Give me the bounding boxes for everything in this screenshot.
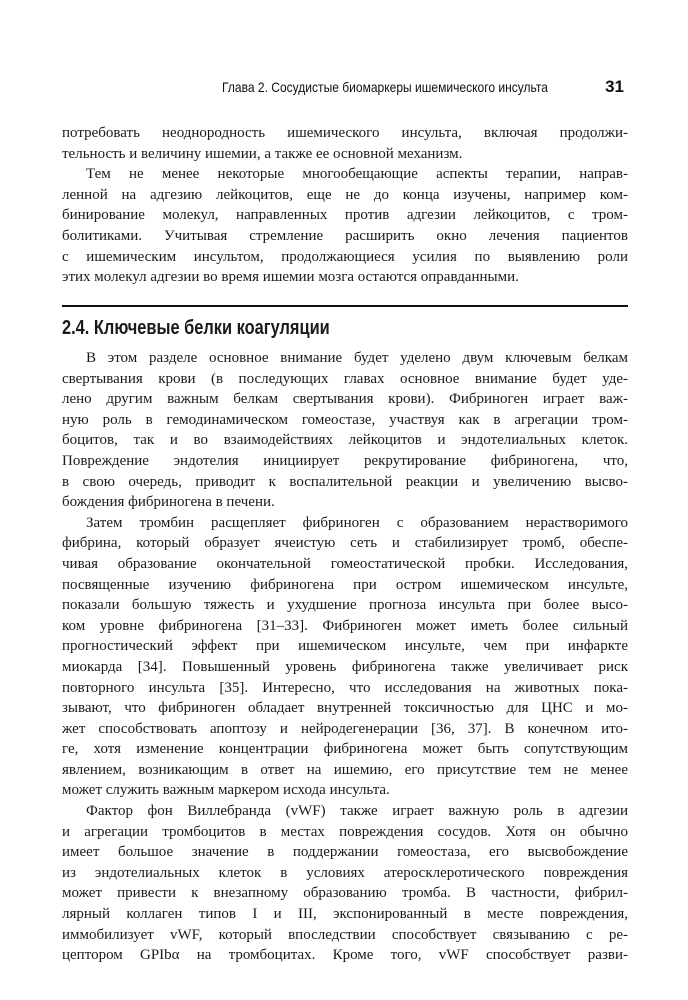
text-line: свертывания крови (в последующих главах основное внимание будет уде- — [62, 370, 628, 387]
text-line: фибрина, который образует ячеистую сеть и стабилизирует тромб, обеспе- — [62, 535, 628, 552]
text-line: ную роль в гемодинамическом гомеостазе, участвуя как в агрегации тром- — [62, 411, 628, 428]
text-line: с ишемическим инсультом, продолжающиеся усилия по выявлению роли — [62, 248, 628, 265]
text-line: иммобилизует vWF, который впоследствии способствует связыванию с ре- — [62, 926, 628, 943]
running-title: Глава 2. Сосудистые биомаркеры ишемического инсульта — [222, 79, 548, 95]
text-line: ге, хотя изменение концентрации фибриногена может быть сопутствующим — [62, 741, 628, 758]
text-line: бинирование молекул, направленных против адгезии лейкоцитов, с тром- — [62, 207, 628, 224]
text-line: потребовать неоднородность ишемического инсульта, включая продолжи- — [62, 125, 628, 141]
text-line: посвященные изучению фибриногена при остром ишемическом инсульте, — [62, 576, 628, 593]
text-line: из эндотелиальных клеток в условиях атеросклеротического повреждения — [62, 864, 628, 881]
text-line: лярный коллаген типов I и III, экспонированный в месте повреждения, — [62, 906, 628, 923]
text-line: этих молекул адгезии во время ишемии мозга остаются оправданными. — [62, 269, 519, 286]
text-line: ком уровне фибриногена [31–33]. Фибриноген может иметь более сильный — [62, 617, 628, 634]
page-number: 31 — [605, 77, 624, 96]
text-line: Затем тромбин расщепляет фибриноген с образованием нерастворимого — [86, 514, 628, 531]
text-line: имеет большое значение в поддержании гомеостаза, его высвобождение — [62, 844, 628, 861]
text-line: болитиками. Учитывая стремление расширить окно лечения пациентов — [62, 227, 628, 244]
section-heading: 2.4. Ключевые белки коагуляции — [62, 317, 330, 339]
text-line: прогностический эффект при ишемическом инсульте, чем при инфаркте — [62, 638, 628, 655]
text-line: может служить важным маркером исхода инсульта. — [62, 782, 390, 799]
section-divider — [62, 305, 628, 307]
text-line: Тем не менее некоторые многообещающие аспекты терапии, направ- — [86, 166, 628, 183]
text-line: цептором GPIbα на тромбоцитах. Кроме того, vWF способствует разви- — [62, 947, 628, 964]
text-line: и агрегации тромбоцитов в местах повреждения сосудов. Хотя он обычно — [62, 823, 628, 840]
text-line: явлением, возникающим в ответ на ишемию, его присутствие тем не менее — [62, 761, 628, 778]
text-line: лено другим важным белкам свертывания крови). Фибриноген играет важ- — [62, 391, 628, 408]
text-line: тельность и величину ишемии, а также ее основной механизм. — [62, 145, 463, 162]
intro-paragraphs — [62, 123, 628, 288]
text-line: в свою очередь, приводит к воспалительной реакции и увеличению высво- — [62, 473, 628, 490]
section-body — [62, 348, 628, 966]
text-line: ленной на адгезию лейкоцитов, еще не до конца изучены, например ком- — [62, 186, 628, 203]
text-line: чивая образование окончательной гомеостатической пробки. Исследования, — [62, 555, 628, 572]
text-line: повторного инсульта [35]. Интересно, что исследования на животных пока- — [62, 679, 628, 696]
text-line: Повреждение эндотелия инициирует рекрутирование фибриногена, что, — [62, 452, 628, 469]
text-line: В этом разделе основное внимание будет уделено двум ключевым белкам — [86, 350, 628, 366]
text-line: может привести к внезапному образованию тромба. В частности, фибрил- — [62, 885, 628, 902]
text-line: миокарда [34]. Повышенный уровень фибриногена также увеличивает риск — [62, 658, 628, 675]
text-line: жет способствовать апоптозу и нейродегенерации [36, 37]. В конечном ито- — [62, 720, 628, 737]
text-line: показали большую тяжесть и ухудшение прогноза инсульта при более высо- — [62, 597, 628, 614]
text-line: боцитов, так и во взаимодействиях лейкоцитов и эндотелиальных клеток. — [62, 432, 628, 449]
text-line: Фактор фон Виллебранда (vWF) также играет важную роль в адгезии — [86, 803, 628, 820]
text-line: зывают, что фибриноген обладает внутренней токсичностью для ЦНС и мо- — [62, 700, 628, 717]
text-line: бождения фибриногена в печени. — [62, 494, 275, 511]
